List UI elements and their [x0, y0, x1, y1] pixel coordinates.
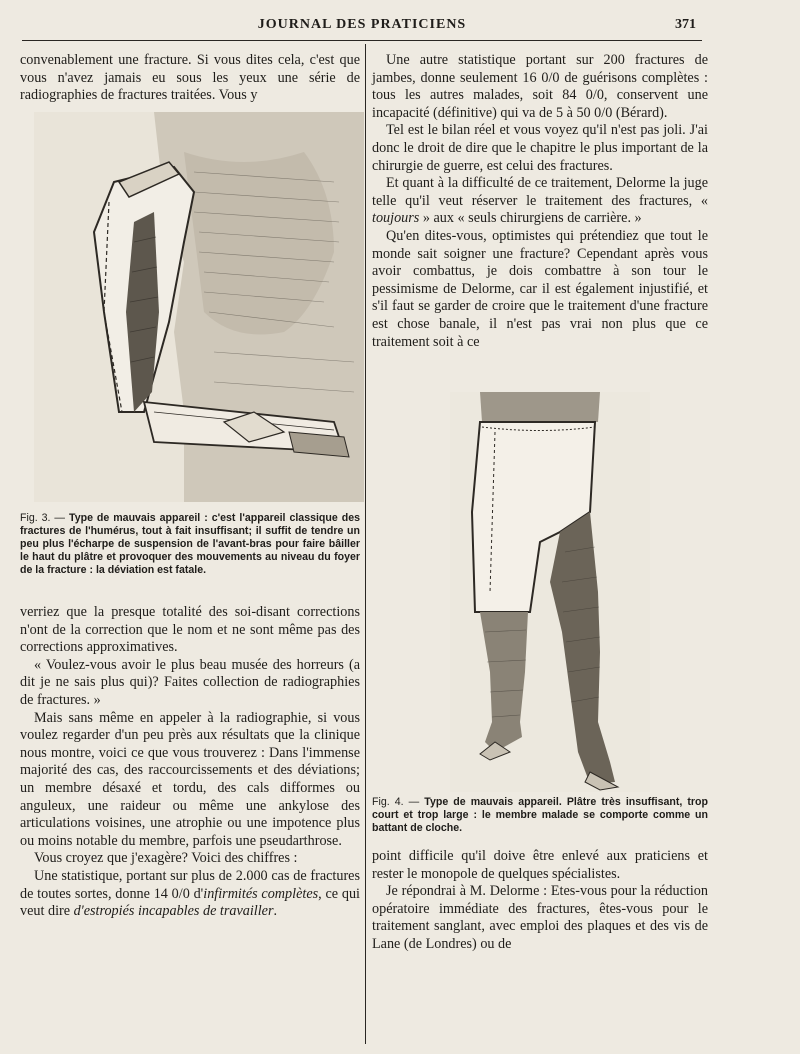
stat-text-c: .: [273, 903, 278, 920]
running-header: [22, 14, 702, 41]
stat-text-a: Une statistique, portant sur plus de 2.000 cas de fractures de toutes sortes, donne 14 0/0 d': [20, 867, 360, 902]
figure-4-caption-text: Type de mauvais appareil. Plâtre très insuffisant, trop court et trop large : le membre malade se comporte comme un battant de cloche.: [372, 796, 708, 834]
figure-3-arm-cast-illustration: [34, 112, 364, 502]
stat-italic-infirmites: infirmités complètes: [203, 885, 319, 902]
right-column-bottom: [372, 848, 708, 954]
page-number: 371: [675, 17, 696, 32]
paragraph-chiffres: Vous croyez que j'exagère? Voici des chiffres :: [34, 850, 298, 867]
figure-4-leg-cast-illustration: [450, 392, 650, 792]
journal-title: JOURNAL DES PRATICIENS: [257, 17, 467, 32]
stat-italic-estropies: d'estropiés incapables de travailler: [73, 903, 274, 920]
column-divider: [365, 44, 366, 1044]
paragraph-radiographie: Mais sans même en appeler à la radiographie, si vous voulez regarder d'un peu près aux résultats que la clinique nous montre, voici ce que vous trouverez : Dans l'immense majorité des cas, des raccourcissements et des déviations; un membre désaxé et tordu, des cals difformes ou anguleux, une raideur ou même une ankylose des articulations voisines, une atrophie ou une impotence plus ou moins notable du membre, parfois une pseudarthrose.: [20, 709, 360, 849]
paragraph-delorme: [372, 175, 708, 228]
figure-3-caption: [20, 512, 360, 577]
paragraph-intro: convenablement une fracture. Si vous dites cela, c'est que vous n'avez jamais eu sous les yeux une série de radiographies de fractures traitées. Vous y: [20, 52, 360, 104]
left-column-top: [20, 52, 360, 105]
paragraph-quote: « Voulez-vous avoir le plus beau musée des horreurs (a dit je ne sais plus qui)? Faites collection de radiographies de fractures. »: [20, 656, 360, 708]
delorme-italic-toujours: toujours: [372, 210, 420, 227]
paragraph-optimistes: Qu'en dites-vous, optimistes qui prétendiez que tout le monde sait soigner une fracture? Cependant après vous avoir combattus, je dois combattre à son tour le pessimisme de Delorme, car il est également injustifié, et s'il faut se garder de croire que le traitement d'une fracture est chose banale, il n'est pas vrai non plus que ce traitement soit à ce: [372, 227, 708, 350]
delorme-text-b: » aux « seuls chirurgiens de carrière. »: [419, 210, 642, 227]
figure-3-caption-text: Type de mauvais appareil : c'est l'appareil classique des fractures de l'humérus, tout à fait insuffisant; il suffit de tendre un peu plus l'écharpe de suspension de l'avant-bras pour faire bâiller le haut du plâtre et provoquer des mouvements au niveau du foyer de la fracture : la déviation est fatale.: [20, 512, 360, 576]
paragraph-reponse: Je répondrai à M. Delorme : Etes-vous pour la réduction opératoire immédiate des fractures, êtes-vous pour le traitement sanglant, avec emploi des plaques et des vis de Lane (de Londres) ou de: [372, 883, 708, 952]
paragraph-praticiens: point difficile qu'il doive être enlevé aux praticiens et rester le monopole de quelques spécialistes.: [372, 848, 708, 882]
figure-3-label: Fig. 3. —: [20, 512, 66, 524]
right-column-top: [372, 52, 708, 351]
left-column-bottom: [20, 604, 360, 921]
figure-4-label: Fig. 4. —: [372, 796, 420, 808]
delorme-text-a: Et quant à la difficulté de ce traitement, Delorme la juge telle qu'il veut réserver le traitement des fractures, «: [372, 175, 708, 209]
leg-cast-drawing: [450, 392, 650, 792]
paragraph-statistique: [20, 868, 360, 921]
figure-4-caption: [372, 796, 708, 835]
paragraph-bilan: Tel est le bilan réel et vous voyez qu'il n'est pas joli. J'ai donc le droit de dire que le chapitre le plus important de la chirurgie de guerre, est celui des fractures.: [372, 122, 708, 174]
stat-text-b: , ce qui veut dire: [20, 885, 360, 920]
paragraph-statistique-jambes: Une autre statistique portant sur 200 fractures de jambes, donne seulement 16 0/0 de guérisons complètes : tous les autres malades, soit 84 0/0, conservent une incapacité (définitive) qui va de 5 à 50 0/0 (Bérard).: [372, 52, 708, 121]
arm-cast-drawing: [34, 112, 364, 502]
paragraph-continuation: verriez que la presque totalité des soi-disant corrections n'ont de la correction que le nom et ne sont même pas des corrections approximatives.: [20, 604, 360, 656]
